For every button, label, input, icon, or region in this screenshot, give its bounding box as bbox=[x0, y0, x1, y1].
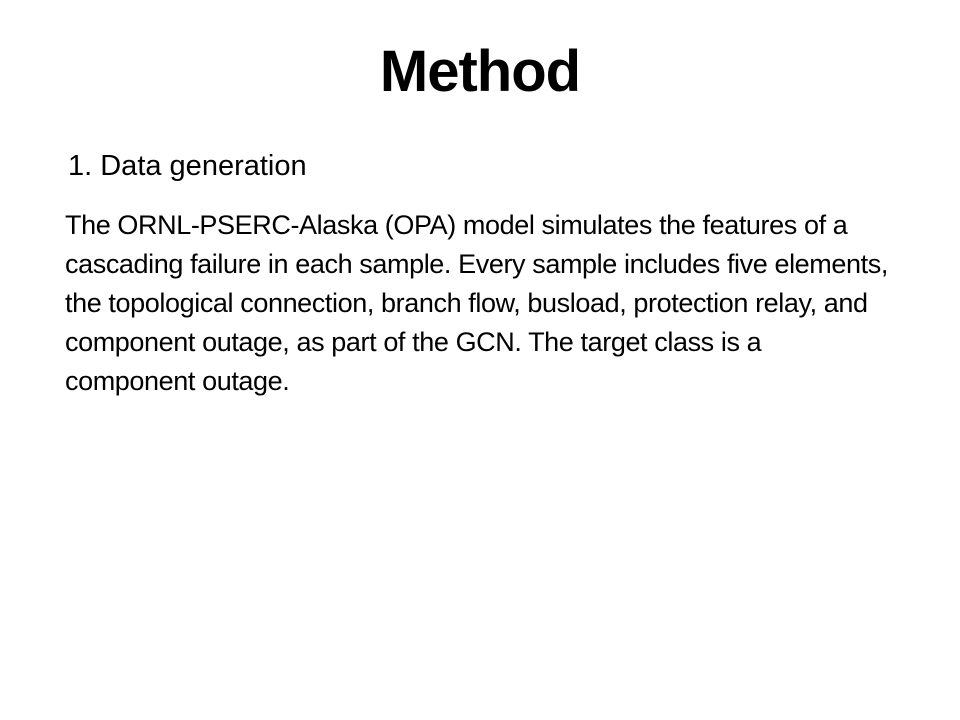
body-line-4: component outage, as part of the GCN. The target class is a bbox=[65, 327, 762, 357]
section-heading: 1. Data generation bbox=[68, 150, 307, 182]
body-line-2: cascading failure in each sample. Every sample includes five elements, bbox=[65, 249, 888, 279]
slide-title: Method bbox=[379, 39, 581, 104]
body-line-1: The ORNL-PSERC-Alaska (OPA) model simulates the features of a bbox=[65, 210, 848, 240]
body-line-3: the topological connection, branch flow, busload, protection relay, and bbox=[65, 288, 868, 318]
body-line-5: component outage. bbox=[65, 366, 290, 396]
body-paragraph bbox=[65, 206, 925, 401]
